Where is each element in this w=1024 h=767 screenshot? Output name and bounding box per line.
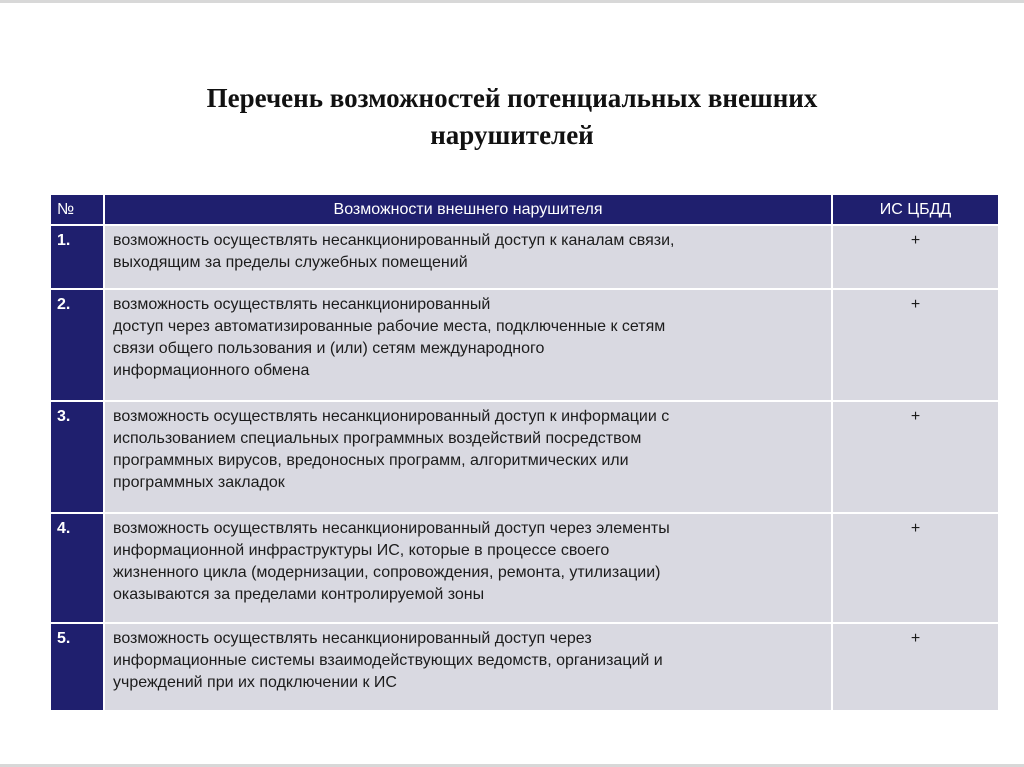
row-number: 5. (51, 624, 103, 710)
description-line: жизненного цикла (модернизации, сопровождения, ремонта, утилизации) (113, 564, 661, 581)
title-line-1: Перечень возможностей потенциальных внешних (206, 83, 818, 113)
table-row (51, 402, 998, 514)
row-description (103, 290, 831, 402)
row-number: 2. (51, 290, 103, 402)
row-mark: + (831, 402, 998, 514)
description-line: связи общего пользования и (или) сетям международного (113, 340, 545, 357)
description-line: информационные системы взаимодействующих ведомств, организаций и (113, 652, 663, 669)
description-line: возможность осуществлять несанкционированный доступ через элементы (113, 520, 670, 537)
description-line: использованием специальных программных воздействий посредством (113, 430, 642, 447)
table-row (51, 624, 998, 710)
row-number: 4. (51, 514, 103, 624)
top-edge-divider (0, 0, 1024, 3)
row-description (103, 226, 831, 290)
row-description (103, 624, 831, 710)
row-mark: + (831, 226, 998, 290)
row-description (103, 514, 831, 624)
table-row (51, 514, 998, 624)
description-line: возможность осуществлять несанкционированный доступ к каналам связи, (113, 232, 675, 249)
table-row (51, 226, 998, 290)
header-description: Возможности внешнего нарушителя (103, 195, 831, 226)
description-line: доступ через автоматизированные рабочие места, подключенные к сетям (113, 318, 666, 335)
description-line: возможность осуществлять несанкционированный доступ через (113, 630, 592, 647)
header-number: № (51, 195, 103, 226)
header-system: ИС ЦБДД (831, 195, 998, 226)
description-line: выходящим за пределы служебных помещений (113, 254, 468, 271)
title-line-2: нарушителей (430, 120, 594, 150)
description-line: возможность осуществлять несанкционированный доступ к информации с (113, 408, 670, 425)
description-line: информационного обмена (113, 362, 310, 379)
description-line: учреждений при их подключении к ИС (113, 674, 397, 691)
row-number: 3. (51, 402, 103, 514)
row-number: 1. (51, 226, 103, 290)
description-line: программных вирусов, вредоносных программ, алгоритмических или (113, 452, 629, 469)
description-line: информационной инфраструктуры ИС, которые в процессе своего (113, 542, 610, 559)
description-line: оказываются за пределами контролируемой зоны (113, 586, 485, 603)
table-row (51, 290, 998, 402)
description-line: программных закладок (113, 474, 285, 491)
row-mark: + (831, 290, 998, 402)
row-description (103, 402, 831, 514)
description-line: возможность осуществлять несанкционированный (113, 296, 491, 313)
row-mark: + (831, 514, 998, 624)
row-mark: + (831, 624, 998, 710)
capabilities-table (51, 195, 998, 710)
slide-title (0, 80, 1024, 154)
table-header-row (51, 195, 998, 226)
